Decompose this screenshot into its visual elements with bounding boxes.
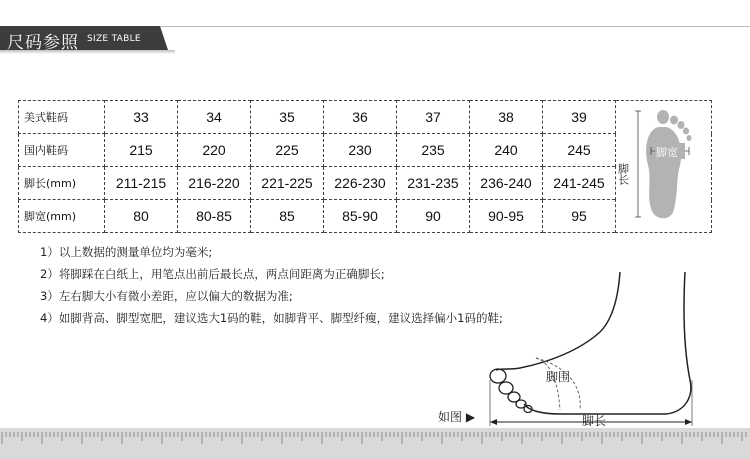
note-item: 2）将脚踩在白纸上，用笔点出前后最长点，两点间距离为正确脚长; xyxy=(40,267,385,281)
table-row xyxy=(19,167,712,200)
table-cell: 226-230 xyxy=(324,167,397,200)
table-cell: 230 xyxy=(324,134,397,167)
table-cell: 85-90 xyxy=(324,200,397,233)
table-cell: 231-235 xyxy=(397,167,470,200)
foot-side-illustration xyxy=(440,270,700,430)
note-item: 1）以上数据的测量单位均为毫米; xyxy=(40,245,213,259)
table-cell: 33 xyxy=(105,101,178,134)
table-cell: 216-220 xyxy=(178,167,251,200)
table-cell: 90-95 xyxy=(470,200,543,233)
size-table xyxy=(18,100,712,233)
table-row xyxy=(19,200,712,233)
table-cell: 36 xyxy=(324,101,397,134)
table-cell: 90 xyxy=(397,200,470,233)
table-cell: 236-240 xyxy=(470,167,543,200)
table-cell: 80 xyxy=(105,200,178,233)
table-cell: 35 xyxy=(251,101,324,134)
row-label: 脚长(mm) xyxy=(19,167,105,200)
table-cell: 80-85 xyxy=(178,200,251,233)
row-label: 美式鞋码 xyxy=(19,101,105,134)
girth-label: 脚围 xyxy=(546,370,571,384)
table-cell: 220 xyxy=(178,134,251,167)
table-cell: 215 xyxy=(105,134,178,167)
table-cell: 211-215 xyxy=(105,167,178,200)
foot-outline-icon xyxy=(616,105,711,225)
table-row xyxy=(19,101,712,134)
table-cell: 245 xyxy=(543,134,616,167)
table-cell: 37 xyxy=(397,101,470,134)
ruler-strip xyxy=(0,428,750,459)
row-label: 脚宽(mm) xyxy=(19,200,105,233)
foot-length-label: 脚长 xyxy=(616,163,630,185)
table-cell: 38 xyxy=(470,101,543,134)
header-subtitle: SIZE TABLE xyxy=(87,34,141,44)
as-shown-label: 如图 ▶ xyxy=(438,410,476,424)
table-cell: 225 xyxy=(251,134,324,167)
length-label: 脚长 xyxy=(582,414,607,428)
note-item: 3）左右脚大小有微小差距，应以偏大的数据为准; xyxy=(40,289,293,303)
table-cell: 241-245 xyxy=(543,167,616,200)
table-cell: 85 xyxy=(251,200,324,233)
table-cell: 34 xyxy=(178,101,251,134)
note-item: 4）如脚背高、脚型宽肥，建议选大1码的鞋，如脚背平、脚型纤瘦，建议选择偏小1码的鞋; xyxy=(40,311,503,325)
table-cell: 235 xyxy=(397,134,470,167)
notes-list xyxy=(40,241,503,329)
foot-width-label: 脚宽 xyxy=(656,146,678,159)
row-label: 国内鞋码 xyxy=(19,134,105,167)
table-cell: 39 xyxy=(543,101,616,134)
header-title: 尺码参照 xyxy=(7,33,79,53)
table-cell: 221-225 xyxy=(251,167,324,200)
table-row xyxy=(19,134,712,167)
foot-diagram-cell xyxy=(616,101,712,233)
table-cell: 240 xyxy=(470,134,543,167)
table-cell: 95 xyxy=(543,200,616,233)
